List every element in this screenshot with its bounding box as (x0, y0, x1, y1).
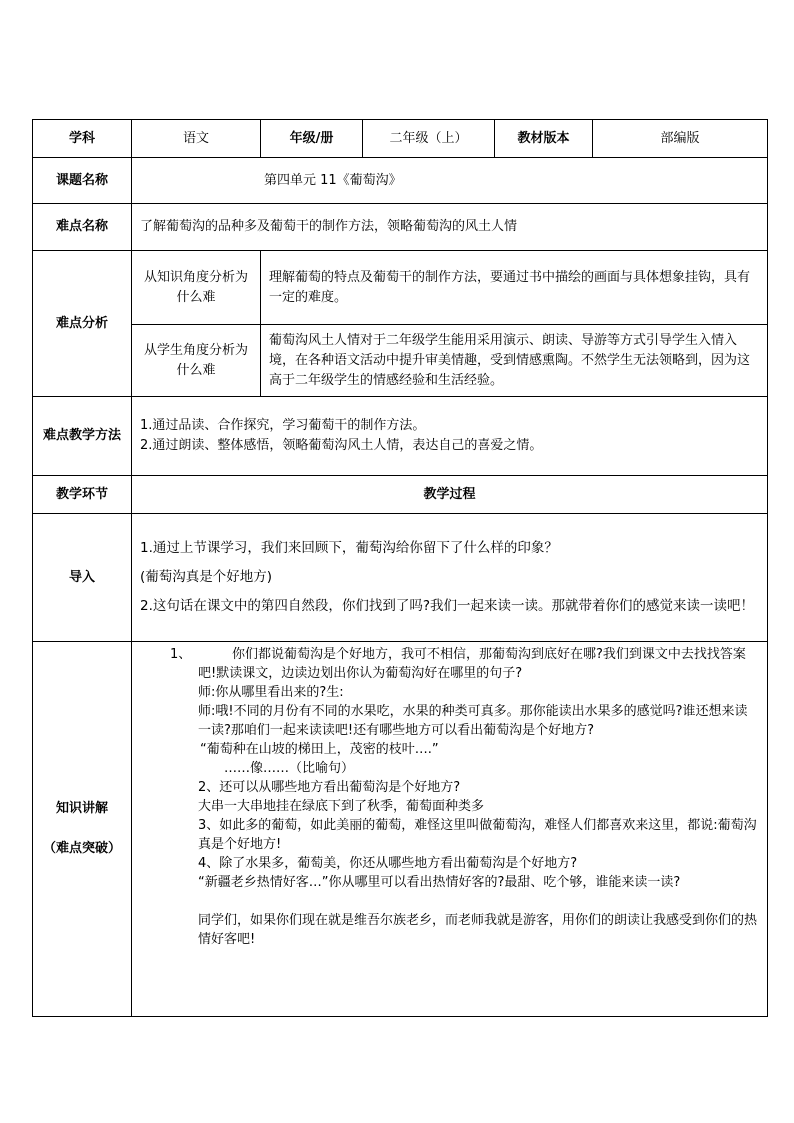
lesson-title-row (33, 158, 768, 204)
edition-value: 部编版 (593, 120, 768, 158)
knowledge-quote-1-note: ……像……（比喻句） (224, 761, 355, 776)
knowledge-item-1 (140, 645, 759, 683)
difficulty-name-row (33, 204, 768, 251)
analysis-student-row (33, 325, 768, 397)
intro-line-2: (葡萄沟真是个好地方) (140, 569, 273, 585)
stage-label: 教学环节 (33, 476, 132, 514)
method-line-1: 1.通过品读、合作探究，学习葡萄干的制作方法。 (140, 418, 426, 433)
method-label: 难点教学方法 (33, 397, 132, 476)
student-angle-text (261, 325, 768, 397)
lesson-title-label: 课题名称 (33, 158, 132, 204)
difficulty-analysis-label: 难点分析 (33, 251, 132, 397)
knowledge-teacher-response: 师:哦!不同的月份有不同的水果吃，水果的种类可真多。那你能读出水果多的感觉吗?谁还想来读一读?那咱们一起来读读吧!还有哪些地方可以看出葡萄沟是个好地方? (198, 704, 748, 738)
knowledge-item-1-text: 你们都说葡萄沟是个好地方，我可不相信，那葡萄沟到底好在哪?我们到课文中去找找答案吧!默读课文，边读边划出你认为葡萄沟好在哪里的句子? (198, 647, 746, 681)
grade-value: 二年级（上） (363, 120, 495, 158)
knowledge-item-4-quote: “新疆老乡热情好客…”你从哪里可以看出热情好客的?最甜、吃个够，谁能来读一读? (198, 875, 681, 890)
difficulty-name-label: 难点名称 (33, 204, 132, 251)
intro-line-1: 1.通过上节课学习，我们来回顾下，葡萄沟给你留下了什么样的印象？ (140, 540, 558, 556)
method-row (33, 397, 768, 476)
analysis-knowledge-row (33, 251, 768, 325)
grade-label: 年级/册 (261, 120, 363, 158)
process-label: 教学过程 (132, 476, 768, 514)
method-content (132, 397, 768, 476)
knowledge-angle-paragraph: 理解葡萄的特点及葡萄干的制作方法，要通过书中描绘的画面与具体想象挂钩，具有一定的难度。 (269, 269, 751, 305)
difficulty-name-value: 了解葡萄沟的品种多及葡萄干的制作方法，领略葡萄沟的风土人情 (132, 204, 768, 251)
intro-line-3: 2.这句话在课文中的第四自然段，你们找到了吗?我们一起来读一读。那就带着你们的感觉来读一读吧！ (140, 598, 755, 614)
knowledge-item-2: 2、还可以从哪些地方看出葡萄沟是个好地方? (198, 780, 461, 795)
edition-label: 教材版本 (495, 120, 593, 158)
intro-label: 导入 (33, 514, 132, 642)
knowledge-item-2-answer: 大串一大串地挂在绿底下到了秋季，葡萄面种类多 (198, 799, 485, 814)
subject-label: 学科 (33, 120, 132, 158)
method-line-2: 2.通过朗读、整体感悟，领略葡萄沟风土人情，表达自己的喜爱之情。 (140, 438, 543, 453)
knowledge-item-1-number: 1、 (170, 647, 192, 662)
knowledge-item-3: 3、如此多的葡萄，如此美丽的葡萄，难怪这里叫做葡萄沟，难怪人们都喜欢来这里，都说:葡萄沟真是个好地方! (198, 818, 757, 852)
knowledge-row (33, 642, 768, 1017)
knowledge-quote-1: “葡萄种在山坡的梯田上，茂密的枝叶….” (200, 742, 439, 757)
knowledge-angle-text (261, 251, 768, 325)
knowledge-sublabel: （难点突破） (42, 841, 121, 856)
knowledge-angle-label: 从知识角度分析为什么难 (132, 251, 261, 325)
knowledge-label: 知识讲解 (55, 801, 108, 816)
knowledge-teacher-question: 师:你从哪里看出来的?生: (198, 685, 344, 700)
knowledge-closing: 同学们，如果你们现在就是维吾尔族老乡，而老师我就是游客，用你们的朗读让我感受到你们的热情好客吧! (198, 913, 758, 947)
knowledge-spacer (140, 892, 759, 911)
intro-row (33, 514, 768, 642)
knowledge-content (132, 642, 768, 1017)
student-angle-label: 从学生角度分析为什么难 (132, 325, 261, 397)
header-row (33, 120, 768, 158)
process-header-row (33, 476, 768, 514)
lesson-title-value: 第四单元 11《葡萄沟》 (132, 158, 768, 204)
knowledge-item-4: 4、除了水果多，葡萄美，你还从哪些地方看出葡萄沟是个好地方? (198, 856, 578, 871)
subject-value: 语文 (132, 120, 261, 158)
lesson-plan-table (32, 119, 768, 1017)
intro-content (132, 514, 768, 642)
student-angle-paragraph: 葡萄沟风土人情对于二年级学生能用采用演示、朗读、导游等方式引导学生入情入境，在各种语文活动中提升审美情趣，受到情感熏陶。不然学生无法领略到，因为这高于二年级学生的情感经验和生活经验。 (269, 332, 751, 388)
knowledge-label-cell (33, 642, 132, 1017)
